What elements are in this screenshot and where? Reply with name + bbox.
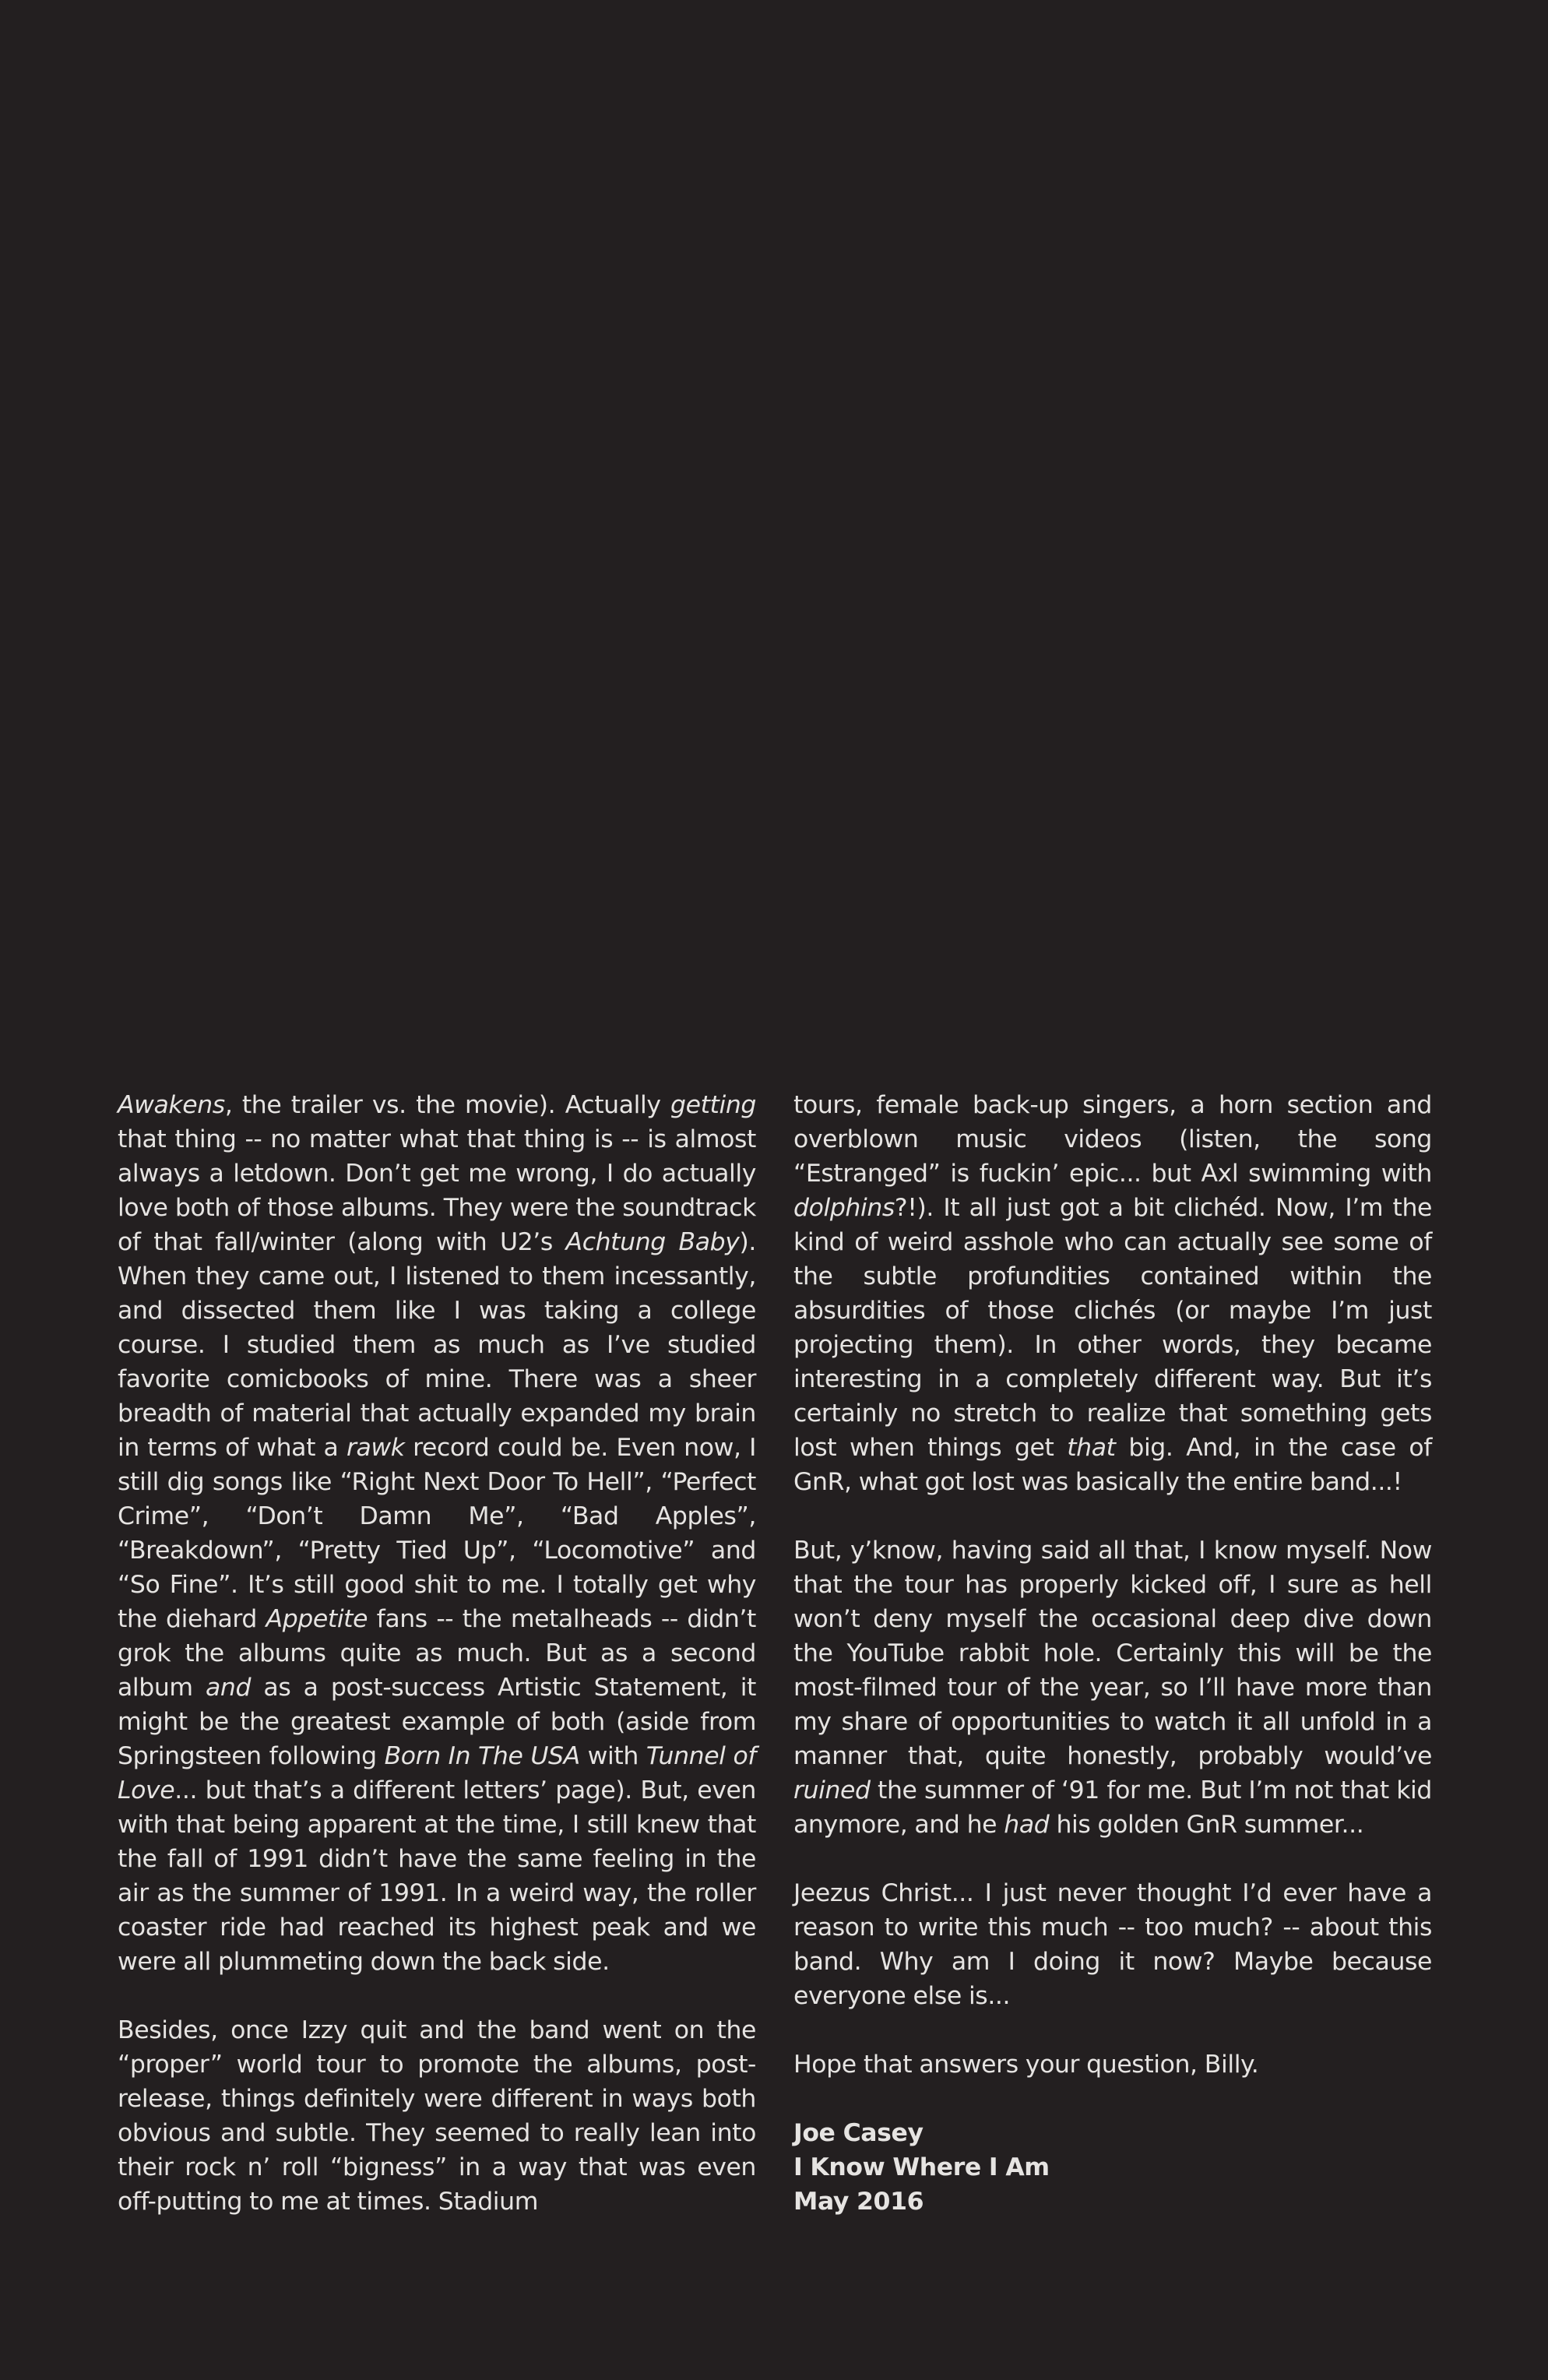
signature-title: I Know Where I Am (793, 2153, 1050, 2181)
emphasis-getting: getting (670, 1091, 756, 1119)
right-column (793, 1088, 1432, 2219)
signature-date: May 2016 (793, 2188, 924, 2216)
title-born-in-the-usa: Born In The USA (384, 1742, 580, 1770)
emphasis-ruined: ruined (793, 1776, 871, 1804)
paragraph-yknow: But, y’know, having said all that, I know myself. Now that the tour has properly kicked off, I sure as hell won’t deny myself the occasional deep dive down the YouTube rabbit hole. Certainly this will be the most-filmed tour of the year, so I’ll have more than my share of opportunities to watch it all unfold in a manner that, quite honestly, probably would’ve ruined the summer of ‘91 for me. But I’m not that kid anymore, and he had his golden GnR summer... (793, 1537, 1432, 1839)
paragraph-besides: Besides, once Izzy quit and the band went on the “proper” world tour to promote the albums, post-release, things definitely were different in ways both obvious and subtle. They seemed to really lean into their rock n’ roll “bigness” in a way that was even off-putting to me at times. Stadium (118, 2016, 756, 2216)
emphasis-dolphins: dolphins (793, 1194, 895, 1222)
emphasis-that: that (1067, 1434, 1116, 1462)
title-tunnel-of-love: Tunnel of Love (118, 1742, 756, 1804)
paragraph-jeezus: Jeezus Christ... I just never thought I’d ever have a reason to write this much -- too much? -- about this band. Why am I doing it now? Maybe because everyone else is... (793, 1879, 1432, 2010)
signature-name: Joe Casey (793, 2119, 924, 2147)
paragraph-awakens: Awakens, the trailer vs. the movie). Actually getting that thing -- no matter what that thing is -- is almost always a letdown. Don’t get me wrong, I do actually love both of those albums. They were the soundtrack of that fall/winter (along with U2’s Achtung Baby). When they came out, I listened to them incessantly, and dissected them like I was taking a college course. I studied them as much as I’ve studied favorite comicbooks of mine. There was a sheer breadth of material that actually expanded my brain in terms of what a rawk record could be. Even now, I still dig songs like “Right Next Door To Hell”, “Perfect Crime”, “Don’t Damn Me”, “Bad Apples”, “Breakdown”, “Pretty Tied Up”, “Locomotive” and “So Fine”. It’s still good shit to me. I totally get why the diehard Appetite fans -- the metalheads -- didn’t grok the albums quite as much. But as a second album and as a post-success Artistic Statement, it might be the greatest example of both (aside from Springsteen following Born In The USA with Tunnel of Love... but that’s a different letters’ page). But, even with that being apparent at the time, I still knew that the fall of 1991 didn’t have the same feeling in the air as the summer of 1991. In a weird way, the roller coaster ride had reached its highest peak and we were all plummeting down the back side. (118, 1091, 757, 1976)
paragraph-tours: tours, female back-up singers, a horn section and overblown music videos (listen, the song “Estranged” is fuckin’ epic... but Axl swimming with dolphins?!). It all just got a bit clichéd. Now, I’m the kind of weird asshole who can actually see some of the subtle profundities contained within the absurdities of those clichés (or maybe I’m just projecting them). In other words, they became interesting in a completely different way. But it’s certainly no stretch to realize that something gets lost when things get that big. And, in the case of GnR, what got lost was basically the entire band...! (793, 1091, 1432, 1496)
paragraph-closing: Hope that answers your question, Billy. (793, 2051, 1259, 2079)
title-achtung-baby: Achtung Baby (565, 1228, 740, 1256)
title-appetite: Appetite (266, 1605, 368, 1633)
title-awakens: Awakens (118, 1091, 225, 1119)
left-column (118, 1088, 756, 2219)
emphasis-rawk: rawk (346, 1434, 405, 1462)
emphasis-and: and (206, 1674, 252, 1702)
emphasis-had: had (1004, 1811, 1050, 1839)
signature-block (793, 2116, 1432, 2219)
